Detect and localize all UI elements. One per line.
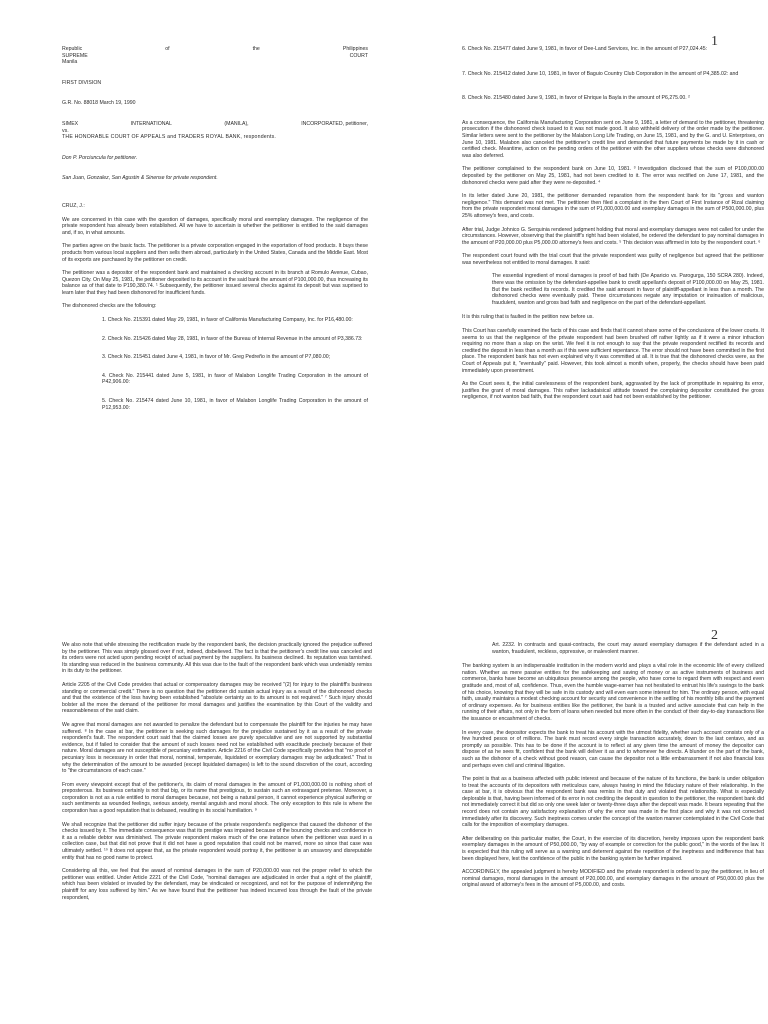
header-court [62, 53, 368, 60]
party-word: SIMEX [62, 120, 79, 127]
paragraph: We are concerned in this case with the question of damages, specifically moral and exemplary damages. The negligence of the private respondent has already been established. All we have to ascertain is whether the petitioner is entitled to the said damages and, if so, in what amounts. [62, 216, 368, 236]
paragraph: ACCORDINGLY, the appealed judgment is hereby MODIFIED and the private respondent is ordered to pay the petitioner, in lieu of nominal damages, moral damages in the amount of P20,000.00, and exemplary damages in the amount of P50,000.00 plus the original award of attorney's fees in the amount of P5,000.00, and costs. [462, 869, 764, 889]
division: FIRST DIVISION [62, 79, 102, 86]
block-quote: The essential ingredient of moral damages is proof of bad faith (De Aparicio vs. Parogurga, 150 SCRA 280). Indeed, there was the omission by the defendant-appellee bank to credit appellant's deposit of P100,000.00 on May 25, 1981. But the bank rectified its records. It credited the said amount in favor of plaintiff-appellant in less than a month. The dishonored checks were eventually paid. These circumstances negate any imputation or insinuation of malicious, fraudulent, wanton and gross bad faith and negligence on the part of the defendant-appellant. [492, 273, 764, 306]
header-word: Philippines [342, 46, 368, 52]
header-word: SUPREME [62, 52, 88, 59]
paragraph: The parties agree on the basic facts. The petitioner is a private corporation engaged in the exportation of food products. It buys these products from various local suppliers and then sells them abroad, particularly in the United States, Canada and the Middle East. Most of its exports are purchased by the petitioner on credit. [62, 243, 368, 263]
page-number: 2 [711, 628, 718, 643]
header-republic [62, 46, 368, 53]
paragraph: After deliberating on this particular matter, the Court, in the exercise of its discretion, hereby imposes upon the respondent bank exemplary damages in the amount of P50,000.00, "by way of example or correction for the public good," in the words of the law. It is expected that this ruling will serve as a warning and deterrent against the repetition of the ineptness and indifference that has been displayed here, lest the confidence of the public in the banking system be further impaired. [462, 835, 764, 862]
parties-line [62, 121, 368, 128]
check-item: 5. Check No. 215474 dated June 10, 1981, in favor of Malabon Longlife Trading Corporation in the amount of P12,953.00: [102, 398, 368, 411]
paragraph: The petitioner complained to the respondent bank on June 10, 1981. ³ Investigation disclosed that the sum of P100,000.00 deposited by the petitioner on May 25, 1981, had not been credited to it. The error was rectified on June 17, 1981, and the dishonored checks were paid after they were re-deposited. ⁴ [462, 166, 764, 186]
check-item: 4. Check No. 215441 dated June 5, 1981, in favor of Malabon Longlife Trading Corporation in the amount of P42,906.00: [102, 372, 368, 386]
header-manila: Manila [62, 59, 78, 66]
paragraph: The dishonored checks are the following: [62, 303, 157, 310]
check-item: 1. Check No. 215391 dated May 29, 1981, in favor of California Manufacturing Company, Inc. for P16,480.00: [102, 317, 353, 324]
paragraph: This Court has carefully examined the facts of this case and finds that it cannot share some of the conclusions of the lower courts. It seems to us that the negligence of the private respondent had been brushed off rather lightly as if it were a minor infraction requiring no more than a slap on the wrist. We feel it is not enough to say that the private respondent rectified its records and credited the deposit in less than a month as if this were sufficient repentance. The error should not have been committed in the first place. The respondent bank has not even explained why it was committed at all. It is true that the dishonored checks were, as the Court of Appeals put it, "eventually" paid. However, this took almost a month when, properly, the checks should have been paid immediately upon presentment. [462, 328, 764, 374]
versus: vs. [62, 127, 69, 134]
page-2 [0, 512, 768, 1024]
respondents-line: THE HONORABLE COURT OF APPEALS and TRADERS ROYAL BANK, respondents. [62, 134, 277, 141]
paragraph: The petitioner was a depositor of the respondent bank and maintained a checking account in its branch at Romulo Avenue, Cubao, Quezon City. On May 25, 1981, the petitioner deposited to its account in the said bank the amount of P100,000.00, thus increasing its balance as of that date to P190,380.74. ¹ Subsequently, the petitioner issued several checks against its deposit but was suprised to learn later that they had been dishonored for insufficient funds. [62, 270, 368, 296]
check-item: 2. Check No. 215426 dated May 28, 1981, in favor of the Bureau of Internal Revenue in the amount of P3,386.73: [102, 335, 363, 342]
paragraph: It is this ruling that is faulted in the petition now before us. [462, 314, 594, 321]
paragraph: After trial, Judge Johnico G. Serquinia rendered judgment holding that moral and exemplary damages were not called for under the circumstances. However, observing that the plaintiff's right had been violated, he ordered the defendant to pay nominal damages in the amount of P20,000.00 plus P5,000.00 attorney's fees and costs. ⁵ This decision was affirmed in toto by the respondent court. ⁶ [462, 226, 764, 246]
paragraph: We also note that while stressing the rectification made by the respondent bank, the decision practically ignored the prejudice suffered by the petitioner. This was simply glossed over if not, indeed, disbelieved. The fact is that the petitioner's credit line was canceled and its orders were not acted upon pending receipt of actual payment by the suppliers. Its business declined. Its reputation was tarnished. Its standing was reduced in the business community. All this was due to the fault of the respondent bank which was undeniably remiss in its duty to the petitioner. [62, 642, 372, 675]
header-word: of [165, 46, 170, 52]
check-item: 3. Check No. 215451 dated June 4, 1981, in favor of Mr. Greg Pedreño in the amount of P7,080.00; [102, 354, 331, 361]
check-item: 7. Check No. 215412 dated June 10, 1981, in favor of Baguio Country Club Corporation in the amount of P4,385.02: and [462, 70, 739, 77]
paragraph: From every viewpoint except that of the petitioner's, its claim of moral damages in the amount of P1,000,000.00 is nothing short of preposterous. Its business certainly is not that big, or its name that prestigious, to sustain such an extravagant pretense. Moreover, a corporation is not as a rule entitled to moral damages because, not being a natural person, it cannot experience physical suffering or such sentiments as wounded feelings, serious anxiety, mental anguish and moral shock. The only exception to this rule is where the corporation has a good reputation that is debased, resulting in its social humiliation. ⁹ [62, 781, 372, 815]
paragraph: As a consequence, the California Manufacturing Corporation sent on June 9, 1981, a letter of demand to the petitioner, threatening prosecution if the dishonored check issued to it was not made good. It also withheld delivery of the order made by the petitioner. Similar letters were sent to the petitioner by the Malabon Long Life Trading, on June 15, 1981, and by the G. and U. Enterprises, on June 10, 1981. Malabon also canceled the petitioner's credit line and demanded that future payments be made by it in cash or certified check. Meantime, action on the pending orders of the petitioner with the other suppliers whose checks were dishonored was also deferred. [462, 119, 764, 159]
check-item: 8. Check No. 215480 dated June 9, 1981, in favor of Ehrique la Bayla in the amount of P6,275.00. ² [462, 95, 690, 102]
paragraph: Considering all this, we feel that the award of nominal damages in the sum of P20,000.00 was not the proper relief to which the petitioner was entitled. Under Article 2221 of the Civil Code, "nominal damages are adjudicated in order that a right of the plaintiff, which has been violated or invaded by the defendant, may be vindicated or recognized, and not for the purpose of indemnifying the plaintiff for any loss suffered by him." As we have found that the petitioner has indeed incurred loss through the fault of the private respondent, [62, 868, 372, 901]
paragraph: The point is that as a business affected with public interest and because of the nature of its functions, the bank is under obligation to treat the accounts of its depositors with meticulous care, always having in mind the fiduciary nature of their relationship. In the case at bar, it is obvious that the respondent bank was remiss in that duty and violated that relationship. What is especially deplorable is that, having been informed of its error in not crediting the deposit in question to the petitioner, the respondent bank did not immediately correct it but did so only one week later or twenty-three days after the deposit was made. It bears repeating that the record does not contain any satisfactory explanation of why the error was made in the first place and why it was not corrected immediately after its discovery. Such ineptness comes under the concept of the wanton manner contemplated in the Civil Code that calls for the imposition of exemplary damages. [462, 776, 764, 829]
gr-number: G.R. No. 88018 March 19, 1990 [62, 100, 136, 107]
author-justice: CRUZ, J.: [62, 202, 85, 209]
page-number: 1 [711, 34, 718, 49]
party-word: (MANILA), [224, 120, 249, 127]
page2-left-column [62, 642, 372, 908]
header-word: COURT [349, 52, 368, 59]
header-word: the [252, 46, 260, 52]
page1-right-column [462, 46, 764, 408]
paragraph: As the Court sees it, the initial carelessness of the respondent bank, aggravated by the lack of promptitude in repairing its error, justifies the grant of moral damages. This rather lackadaisical attitude toward the complaining depositor constituted the gross negligence, if not wanton bad faith, that the respondent court said had not been established by the petitioner. [462, 381, 764, 401]
party-word: INTERNATIONAL [130, 120, 172, 127]
block-quote: Art. 2232. In contracts and quasi-contracts, the court may award exemplary damages if the defendant acted in a wanton, fraudulent, reckless, oppressive, or malevolent manner. [492, 642, 764, 655]
page2-right-column [462, 642, 764, 896]
paragraph: The banking system is an indispensable institution in the modern world and plays a vital role in the economic life of every civilized nation. Whether as mere passive entities for the safekeeping and saving of money or as active instruments of business and commerce, banks have become an ubiquitous presence among the people, who have come to regard them with respect and even gratitude and, most of all, confidence. Thus, even the humble wage-earner has not hesitated to entrust his life's savings to the bank of his choice, knowing that they will be safe in its custody and will even earn some interest for him. The ordinary person, with equal faith, usually maintains a modest checking account for security and convenience in the settling of his monthly bills and the payment of ordinary expenses. As for business entities like the petitioner, the bank is a trusted and active associate that can help in the running of their affairs, not only in the form of loans when needed but more often in the conduct of their day-to-day transactions like the issuance or encashment of checks. [462, 663, 764, 722]
party-word: INCORPORATED, petitioner, [301, 120, 368, 127]
paragraph: In every case, the depositor expects the bank to treat his account with the utmost fidelity, whether such account consists only of a few hundred pesos or of millions. The bank must record every single transaction accurately, down to the last centavo, and as promptly as possible. This has to be done if the account is to reflect at any given time the amount of money the depositor can dispose of as he sees fit, confident that the bank will deliver it as and to whomever he directs. A blunder on the part of the bank, such as the dishonor of a check without good reason, can cause the depositor not a little embarrassment if not also financial loss and perhaps even civil and criminal litigation. [462, 729, 764, 769]
paragraph: In its letter dated June 20, 1981, the petitioner demanded reparation from the respondent bank for its "gross and wanton negligence." This demand was not met. The petitioner then filed a complaint in the then Court of First Instance of Rizal claiming from the private respondent moral damages in the sum of P1,000,000.00 and exemplary damages in the sum of P500,000.00, plus 25% attorney's fees, and costs. [462, 193, 764, 219]
counsel-respondent: San Juan, Gonzalez, San Agustin & Sinense for private respondent. [62, 175, 218, 182]
page1-left-column [62, 46, 368, 423]
check-item: 6. Check No. 215477 dated June 9, 1981, in favor of Dee-Land Services, Inc. in the amount of P27,024.45: [462, 46, 708, 52]
header-word: Republic [62, 46, 83, 52]
paragraph: We shall recognize that the petitioner did suffer injury because of the private respondent's negligence that caused the dishonor of the checks issued by it. The immediate consequence was that its prestige was impaired because of the bouncing checks and confidence in it as a reliable debtor was diminished. The private respondent makes much of the one instance when the petitioner was sued in a collection case, but that did not prove that it did not have a good reputation that could not be marred, more so since that case was ultimately settled. ¹⁰ It does not appear that, as the private respondent would portray it, the petitioner is an unsavory and disreputable entity that has no good name to protect. [62, 821, 372, 861]
paragraph: Article 2205 of the Civil Code provides that actual or compensatory damages may be received "(2) for injury to the plaintiff's business standing or commercial credit." There is no question that the petitioner did sustain actual injury as a result of the dishonored checks and that the existence of the loss having been established "absolute certainty as to its amount is not required." ⁷ Such injury should bolster all the more the demand of the petitioner for moral damages and justifies the examination by this Court of the validity and reasonableness of the said claim. [62, 681, 372, 715]
counsel-petitioner: Don P. Porciuncula for petitioner. [62, 154, 138, 161]
paragraph: We agree that moral damages are not awarded to penalize the defendant but to compensate the plaintiff for the injuries he may have suffered. ⁸ In the case at bar, the petitioner is seeking such damages for the prejudice sustained by it as a result of the private respondent's fault. The respondent court said that the claimed losses are purely speculative and are not supported by substantial evidence, but if failed to consider that the amount of such losses need not be established with exactitude precisely because of their nature. Moral damages are not susceptible of pecuniary estimation. Article 2216 of the Civil Code specifically provides that "no proof of pecuniary loss is necessary in order that moral, nominal, temperate, liquidated or exemplary damages may be adjudicated." That is why the determination of the amount to be awarded (except liquidated damages) is left to the sound discretion of the court, according to "the circumstances of each case." [62, 721, 372, 775]
paragraph: The respondent court found with the trial court that the private respondent was guilty of negligence but agreed that the petitioner was nevertheless not entitled to moral damages. It said: [462, 253, 764, 266]
